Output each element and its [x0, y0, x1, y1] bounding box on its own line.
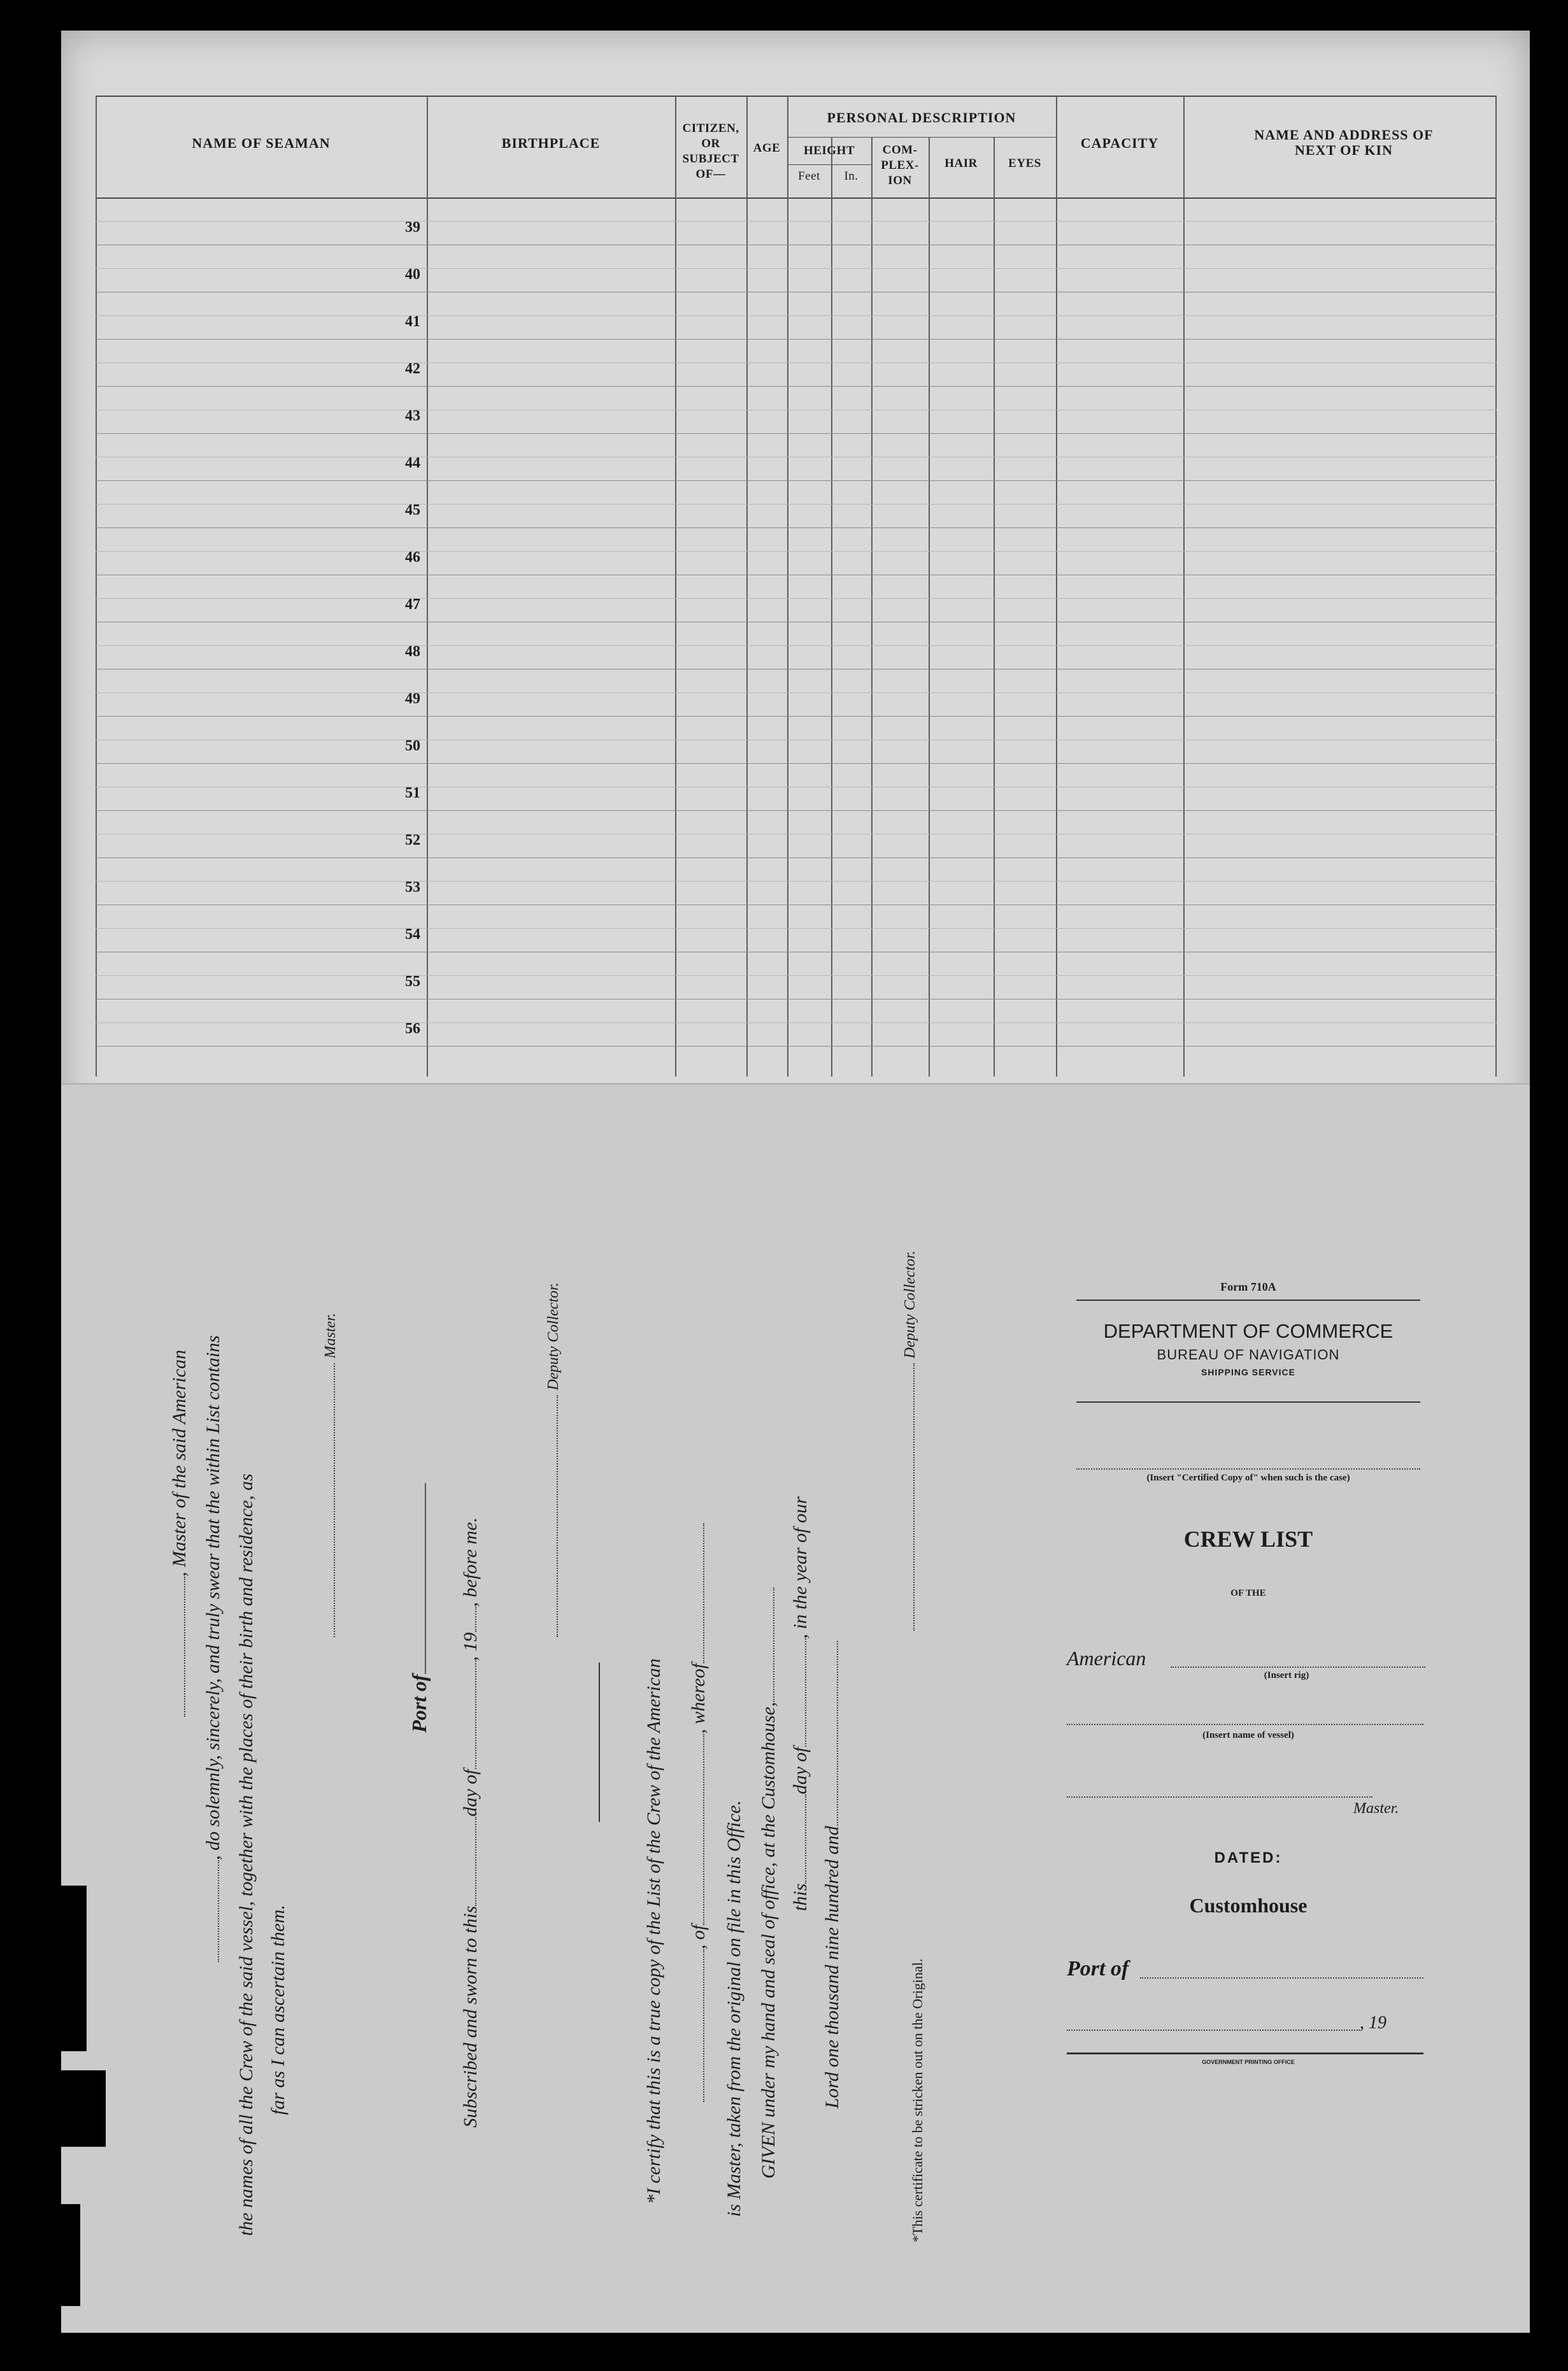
header-name-of-seaman: NAME OF SEAMAN [192, 135, 331, 151]
column-border [1495, 96, 1497, 1077]
insert-rig-note: (Insert rig) [1264, 1670, 1309, 1680]
insert-vessel-note: (Insert name of vessel) [1202, 1730, 1294, 1740]
service-title: SHIPPING SERVICE [1201, 1367, 1295, 1377]
header-height: HEIGHT [803, 144, 855, 157]
subscribed-sworn: Subscribed and sworn to thisday of, 19, before me. [460, 1517, 481, 2128]
row-number: 50 [405, 738, 420, 754]
certificate-line-2: is Master, taken from the original on file in this Office. [723, 1800, 745, 2217]
column-border [746, 96, 748, 1077]
row-number: 49 [405, 691, 420, 707]
header-bottom-border [96, 197, 1497, 199]
deputy-collector-line-1: Deputy Collector. [541, 1282, 563, 1637]
rule [1076, 1300, 1420, 1301]
row-number: 56 [405, 1021, 420, 1037]
table-top-border [96, 96, 1497, 97]
rig-line [1171, 1666, 1425, 1668]
header-inches: In. [844, 169, 859, 183]
row-rule [96, 480, 1497, 481]
column-border [871, 137, 873, 1077]
row-subrule [96, 598, 1497, 599]
port-line [1140, 1977, 1423, 1979]
subheader-rule [787, 137, 1056, 138]
certificate-line-1: *I certify that this is a true copy of the List of the Crew of the American [643, 1658, 664, 2204]
torn-edge [61, 1886, 87, 2051]
column-border [831, 137, 832, 1077]
row-number: 52 [405, 832, 420, 849]
row-number: 44 [405, 455, 420, 471]
row-subrule [96, 881, 1497, 882]
row-number: 55 [405, 973, 420, 990]
header-eyes: EYES [1008, 157, 1041, 170]
certificate-footnote: *This certificate to be stricken out on the Original. [909, 1958, 925, 2242]
row-subrule [96, 692, 1497, 693]
header-capacity: CAPACITY [1080, 135, 1159, 151]
of-the-label: OF THE [1230, 1588, 1266, 1598]
oath-line-4: far as I can ascertain them. [267, 1905, 289, 2115]
row-subrule [96, 975, 1497, 976]
certificate-this-day: thisday of, in the year of our [790, 1496, 811, 1911]
row-subrule [96, 268, 1497, 269]
torn-edge [61, 2204, 80, 2306]
master-name-line [1067, 1796, 1372, 1798]
oath-line-3: the names of all the Crew of the said vessel, together with the places of their birth and residence, as [236, 1473, 257, 2236]
row-number: 39 [405, 219, 420, 236]
crew-list-title: CREW LIST [1183, 1526, 1313, 1552]
certified-copy-line [1076, 1468, 1420, 1470]
column-border [96, 96, 97, 1077]
header-next-of-kin: NAME AND ADDRESS OF NEXT OF KIN [1254, 127, 1434, 158]
row-number: 43 [405, 408, 420, 424]
column-border [1056, 96, 1057, 1077]
row-subrule [96, 928, 1497, 929]
row-rule [96, 810, 1497, 811]
certificate-of-whereof: , of, whereof [688, 1523, 709, 2102]
row-rule [96, 433, 1497, 434]
row-number: 54 [405, 926, 420, 943]
row-rule [96, 763, 1497, 764]
row-number: 45 [405, 502, 420, 519]
column-border [787, 96, 788, 1077]
row-number: 40 [405, 266, 420, 283]
column-border [675, 96, 676, 1077]
row-subrule [96, 362, 1497, 363]
vessel-name-line [1067, 1724, 1423, 1725]
row-rule [96, 857, 1497, 858]
header-age: AGE [753, 141, 781, 155]
row-number: 41 [405, 313, 420, 330]
row-subrule [96, 315, 1497, 316]
subheader-rule [787, 164, 871, 165]
certificate-line-3: GIVEN under my hand and seal of office, at the Customhouse, [758, 1587, 780, 2179]
master-label: Master. [1353, 1800, 1399, 1817]
row-number: 47 [405, 596, 420, 613]
header-feet: Feet [798, 169, 820, 183]
date-line [1067, 2030, 1360, 2031]
row-rule [96, 339, 1497, 340]
row-rule [96, 669, 1497, 670]
row-subrule [96, 1022, 1497, 1023]
dated-label: DATED: [1214, 1849, 1283, 1866]
row-number: 48 [405, 643, 420, 660]
header-birthplace: BIRTHPLACE [501, 135, 601, 151]
rule [1076, 1401, 1420, 1403]
deputy-collector-line-2: Deputy Collector. [898, 1250, 920, 1631]
form-number: Form 710A [1220, 1280, 1276, 1293]
department-title: DEPARTMENT OF COMMERCE [1103, 1320, 1393, 1342]
header-citizen: CITIZEN, OR SUBJECT OF— [682, 122, 739, 181]
row-rule [96, 527, 1497, 528]
row-subrule [96, 221, 1497, 222]
row-number: 53 [405, 879, 420, 896]
row-rule [96, 1046, 1497, 1047]
certificate-lord: Lord one thousand nine hundred and [822, 1641, 843, 2109]
fold-line [61, 1083, 1530, 1085]
row-subrule [96, 834, 1497, 835]
header-complexion: COM-PLEX-ION [881, 143, 919, 187]
divider-rule [599, 1663, 600, 1822]
insert-certified-note: (Insert "Certified Copy of" when such is the case) [1146, 1473, 1350, 1483]
row-subrule [96, 551, 1497, 552]
american-label: American [1067, 1647, 1146, 1670]
row-rule [96, 716, 1497, 717]
row-number: 42 [405, 361, 420, 377]
column-border [929, 137, 930, 1077]
header-personal-description: PERSONAL DESCRIPTION [827, 110, 1016, 125]
master-signature-line: Master. [318, 1313, 340, 1637]
row-number: 51 [405, 785, 420, 801]
header-hair: HAIR [944, 157, 978, 170]
oath-line-2: , do solemnly, sincerely, and truly swear that the within List contains [203, 1335, 224, 1962]
bureau-title: BUREAU OF NAVIGATION [1157, 1347, 1340, 1363]
oath-line-1: , Master of the said American [169, 1350, 190, 1717]
printing-office-imprint: GOVERNMENT PRINTING OFFICE [1202, 2059, 1295, 2065]
row-subrule [96, 504, 1497, 505]
row-subrule [96, 645, 1497, 646]
port-of-label: Port of [1067, 1957, 1129, 1981]
torn-edge [61, 2070, 106, 2147]
row-number: 46 [405, 549, 420, 566]
column-border [427, 96, 428, 1077]
rule [1067, 2052, 1423, 2054]
year-label: , 19 [1360, 2013, 1386, 2033]
column-border [994, 137, 995, 1077]
row-rule [96, 386, 1497, 387]
column-border [1183, 96, 1185, 1077]
port-of: Port of [408, 1483, 431, 1733]
customhouse-label: Customhouse [1189, 1894, 1308, 1917]
